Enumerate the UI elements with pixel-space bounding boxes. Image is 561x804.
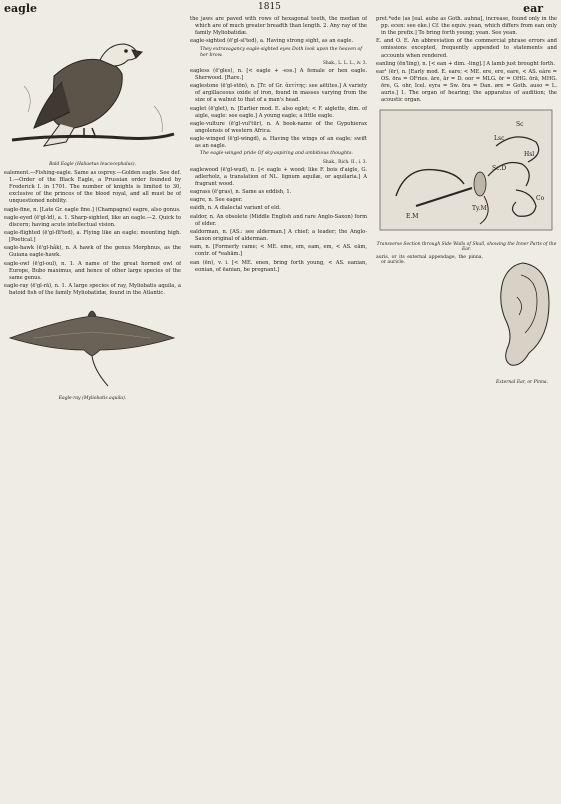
entry-eagre: eagre, n. See eager. <box>190 197 243 204</box>
quote-eagle-sighted: They extravagancy eagle-sighted eyes Doth look upon the heaven of her brow. <box>200 46 363 58</box>
entry-eagle-vulture: eagle-vulture (ē'gl-vul'tūr), n. A book-name of the Gypohierax angolensis of western Africa. <box>190 120 367 134</box>
entry-eaglet: eaglet (ē'glet), n. [Earlier mod. E. also eglet; < F. aiglette, dim. of aigle, eagle: see eagle.] A young eagle; a little eagle. <box>190 105 367 119</box>
column-3 <box>376 16 557 802</box>
entry-e-and-o-e: E. and O. E. An abbreviation of the commercial phrase errors and omissions excepted, frequently appended to statements and accounts when rendered. <box>376 38 557 59</box>
label-em: E.M <box>406 212 419 220</box>
entry-eanling: eanling (ēn'ling), n. [< ean + dim. -ling].] A lamb just brought forth. <box>376 60 556 67</box>
pinna-illustration <box>487 257 557 385</box>
label-hsl: Hsl <box>524 150 535 158</box>
entry-eagle-sighted: eagle-sighted (ē'gl-sī'ted), a. Having strong sight, as an eagle. <box>190 38 354 45</box>
entry-eagle-hawk: eagle-hawk (ē'gl-hâk), n. A hawk of the genus Morphnus, as the Guiana eagle-hawk. <box>4 245 181 259</box>
entry-eagless: eagless (ē'gles), n. [< eagle + -ess.] A female or hen eagle. Sherwood. [Rare.] <box>190 67 367 81</box>
entry-eagle-ray-cont: the jaws are paved with rows of hexagonal teeth, the median of which are of much greater breadth than length. 2. Any ray of the family Myliobatidæ. <box>190 16 367 37</box>
bald-eagle-caption: Bald Eagle (Haliaetus leucocephalus). <box>49 162 136 167</box>
header-page-number: 1815 <box>258 2 281 12</box>
entry-eagle-orders: ealement.—Fishing-eagle. Same as osprey.—Golden eagle. See def. 1.—Order of the Black Eagle, a Prussian order founded by Frederick I. in 1701. The number of knights is limited to 30, exclusive of the princes of the blood royal, and all must be of unquestioned nobility. <box>4 170 181 205</box>
entry-ealdor: ealdor, n. An obsolete (Middle English and rare Anglo-Saxon) form of elder. <box>190 213 367 227</box>
eagle-ray-caption: Eagle-ray (Myliobatis aquila). <box>58 396 127 402</box>
entry-eam: eam, n. [Formerly came; < ME. eme, em, eam, em, < AS. eām, contr. of *eahām.] <box>190 244 367 258</box>
entry-eagle-winged: eagle-winged (ē'gl-wingd), a. Having the wings of an eagle; swift as an eagle. <box>190 136 367 150</box>
entry-eaidh: eaidh, n. A dialectal variant of eld. <box>190 205 281 212</box>
entry-eagle-flighted: eagle-flighted (ē'gl-flī'ted), a. Flying like an eagle; mounting high. [Poetical.] <box>4 230 181 244</box>
header-left-guide-word: eagle <box>4 2 37 15</box>
entry-ear: ear¹ (ēr), n. [Early mod. E. eare; < ME. ere, ere, eare, < AS. eáre = OS. ōra = OFries. āre, ār = D. oor = MLG. ōr = OHG. ōrā, MHG. ōre, G. ohr, Icel. eyra = Sw. öra = Dan. øre = Goth. auso = L. auris.] 1. The organ of hearing; the apparatus of audition; the acoustic organ. <box>376 69 557 104</box>
entry-eagle-fine: eagle-fine, n. [Late Gr. eagle fine.] (Champagne) eagre, also gonus. <box>4 206 181 213</box>
label-lsc: Lsc <box>494 134 505 142</box>
label-scd: Sc.D <box>492 164 507 172</box>
column-2 <box>190 16 367 802</box>
entry-eagle-owl: eagle-owl (ē'gl-oul), n. 1. A name of the great horned owl of Europe, Bubo maximus, and hence of other large species of the same genus. <box>4 260 181 281</box>
pinna-caption: External Ear, or Pinna. <box>495 379 549 385</box>
quote-source-2: Shak., Rich. II., i. 3. <box>322 159 367 165</box>
entry-eagrass: eagrass (ē'gras), n. Same as eddish, 1. <box>190 188 292 195</box>
label-co: Co <box>536 194 545 202</box>
entry-eagle-ray: eagle-ray (ē'gl-rā), n. 1. A large species of ray, Myliobatis aquila, a batoid fish of the family Myliobatidæ, found in the Atlantic. <box>4 283 181 297</box>
eagle-ray-illustration <box>4 298 181 394</box>
entry-ean: ean (ēn), v. i. [< ME. enen, bring forth young, < AS. eanian, eonian, of ēanian, be pregnant.] <box>190 259 367 273</box>
header-right-guide-word: ear <box>523 2 543 15</box>
ear-section-illustration <box>376 106 557 240</box>
entry-ear-auris: auris, or its external appendage, the pinna, or auricle. <box>376 254 483 266</box>
quote-eagle-winged: The eagle-winged pride Of sky-aspiring and ambitious thoughts. <box>200 151 353 157</box>
label-sc: Sc <box>516 120 524 128</box>
entry-eaglestone: eaglestone (ē'gl-stōn), n. [Tr. of Gr. ἀετίτης: see aëtites.] A variety of argillaceous oxide of iron, found in masses varying from the size of a walnut to that of a man's head. <box>190 83 367 104</box>
entry-ean-cont: pret.*ede (as [eal. auhe as Goth. auhna], increase, found only in the pp. ecen: see eke.) Cf. the equiv. yean, which differs from ean only in the prefix.] To bring forth young; yean. See yean. <box>376 16 557 37</box>
quote-source-1: Shak., L. L. L., iv. 3. <box>322 60 367 66</box>
entry-eaglewood: eaglewood (ē'gl-wụd), n. [< eagle + wood; like F. bois d'aigle, G. adlerholz, a translation of NL. lignum aquilæ, or aquilaria.] A fragrant wood. <box>190 166 367 187</box>
running-header <box>0 2 561 16</box>
ear-section-caption: Transverse Section through Side Walls of Skull, showing the Inner Parts of the Ear. <box>376 241 557 252</box>
entry-eagle-eyed: eagle-eyed (ē'gl-īd), a. 1. Sharp-sighted, like an eagle.—2. Quick to discern; having acute intellectual vision. <box>4 214 181 228</box>
bald-eagle-illustration <box>4 16 181 160</box>
column-1 <box>4 16 181 802</box>
label-tym: Ty.M <box>472 204 487 212</box>
entry-ealdorman: ealdorman, n. [AS.: see alderman.] A chief; a leader; the Anglo-Saxon original of alderman. <box>190 229 367 243</box>
